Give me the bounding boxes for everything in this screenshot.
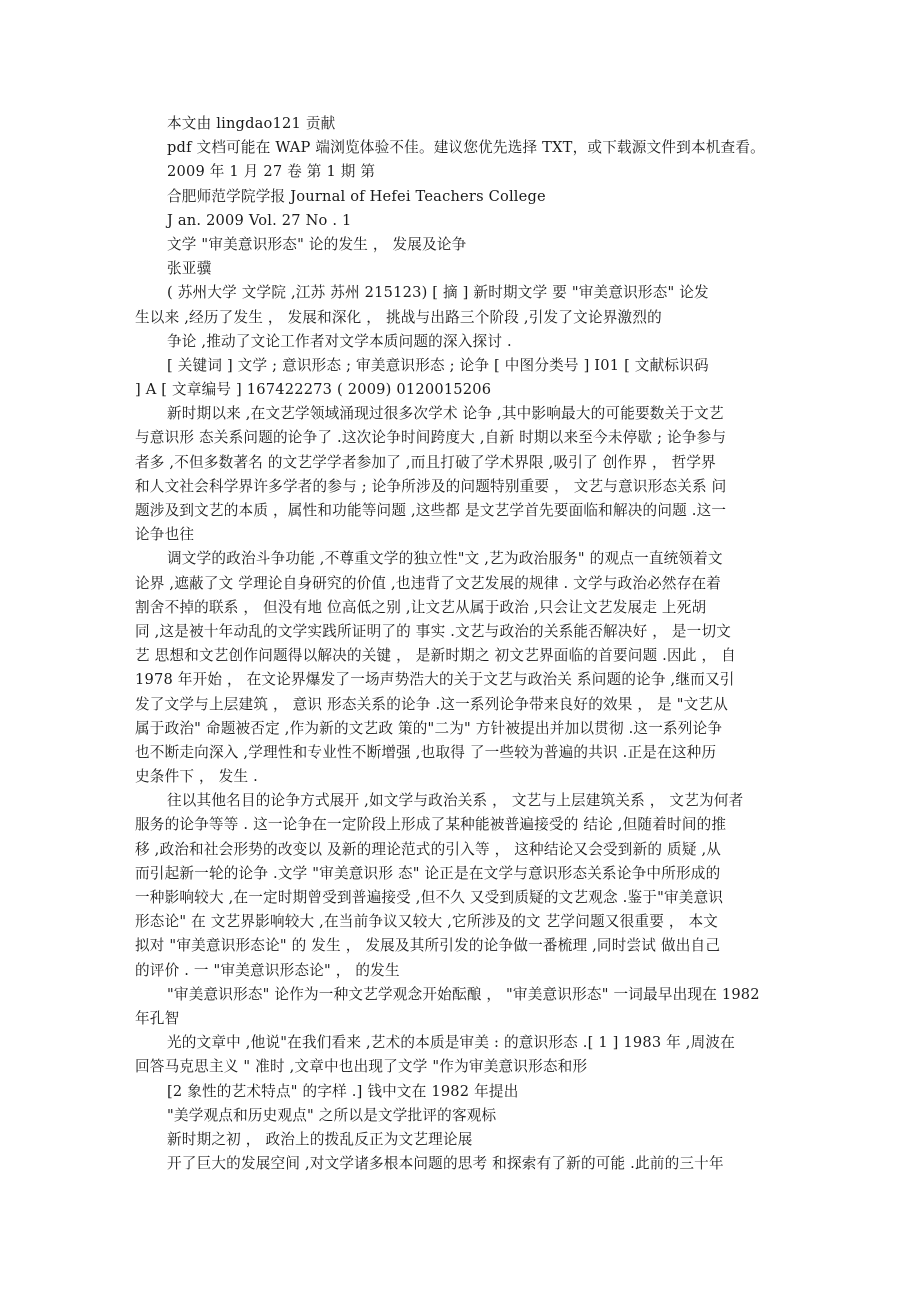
text-line: 也不断走向深入 ,学理性和专业性不断增强 ,也取得 了一些较为普遍的共识 .正是在这种历 bbox=[135, 743, 717, 761]
text-line: 一种影响较大 ,在一定时期曾受到普遍接受 ,但不久 又受到质疑的文艺观念 .鉴于"审美意识 bbox=[135, 889, 724, 906]
text-line: [ 关键词 ] 文学 ; 意识形态 ; 审美意识形态 ; 论争 [ 中图分类号 ] I01 [ 文献标识码 bbox=[167, 356, 709, 374]
text-line: 论争也往 bbox=[135, 526, 195, 544]
document-body bbox=[135, 112, 795, 1176]
text-line: 题涉及到文艺的本质 ，属性和功能等问题 ,这些都 是文艺学首先要面临和解决的问题 .这一 bbox=[135, 502, 727, 519]
text-line: 同 ,这是被十年动乱的文学实践所证明了的 事实 .文艺与政治的关系能否解决好 ， 是一切文 bbox=[135, 622, 732, 640]
text-line: 文学 "审美意识形态" 论的发生 ， 发展及论争 bbox=[167, 235, 467, 253]
text-line: 拟对 "审美意识形态论" 的 发生 ， 发展及其所引发的论争做一番梳理 ,同时尝试 做出自己 bbox=[135, 937, 721, 955]
text-line: 新时期之初 ， 政治上的拨乱反正为文艺理论展 bbox=[167, 1130, 473, 1148]
text-line: 者多 ,不但多数著名 的文艺学学者参加了 ,而且打破了学术界限 ,吸引了 创作界 ， 哲学界 bbox=[135, 453, 716, 471]
text-line: 往以其他名目的论争方式展开 ,如文学与政治关系 ， 文艺与上层建筑关系 ， 文艺为何者 bbox=[167, 792, 744, 810]
text-line: 张亚骥 bbox=[167, 260, 212, 278]
text-line: 争论 ,推动了文论工作者对文学本质问题的深入探讨 . bbox=[167, 332, 512, 350]
text-line: 而引起新一轮的论争 .文学 "审美意识形 态" 论正是在文学与意识形态关系论争中所形成的 bbox=[135, 864, 721, 882]
text-line: 与意识形 态关系问题的论争了 .这次论争时间跨度大 ,自新 时期以来至今未停歇 ; 论争参与 bbox=[135, 429, 727, 447]
text-line: ] A [ 文章编号 ] 167422273 ( 2009) 0120015206 bbox=[135, 381, 492, 399]
text-line: "美学观点和历史观点" 之所以是文学批评的客观标 bbox=[167, 1106, 497, 1124]
text-line: 本文由 lingdao121 贡献 bbox=[167, 115, 336, 132]
text-line: 移 ,政治和社会形势的改变以 及新的理论范式的引入等 ， 这种结论又会受到新的 质疑 ,从 bbox=[135, 840, 722, 858]
text-line: 新时期以来 ,在文艺学领域涌现过很多次学术 论争 ,其中影响最大的可能要数关于文艺 bbox=[167, 405, 724, 423]
text-line: 合肥师范学院学报 Journal of Hefei Teachers College bbox=[167, 187, 546, 205]
text-line: 史条件下 ， 发生 . bbox=[135, 768, 258, 786]
text-line: 回答马克思主义 " 准时 ,文章中也出现了文学 "作为审美意识形态和形 bbox=[135, 1058, 588, 1076]
text-line: pdf 文档可能在 WAP 端浏览体验不佳。建议您优先选择 TXT，或下载源文件到本机查看。 bbox=[167, 139, 765, 157]
text-line: "审美意识形态" 论作为一种文艺学观念开始酝酿 ， "审美意识形态" 一词最早出现在 1982 bbox=[167, 985, 760, 1003]
text-line: 2009 年 1 月 27 卷 第 1 期 第 bbox=[167, 163, 376, 181]
text-line: 论界 ,遮蔽了文 学理论自身研究的价值 ,也违背了文艺发展的规律 . 文学与政治必然存在着 bbox=[135, 574, 722, 592]
text-line: J an. 2009 Vol. 27 No . 1 bbox=[167, 211, 352, 229]
text-line: 的评价 . 一 "审美意识形态论" ， 的发生 bbox=[135, 961, 400, 979]
text-line: 1978 年开始 ， 在文论界爆发了一场声势浩大的关于文艺与政治关 系问题的论争 ,继而又引 bbox=[135, 671, 735, 689]
text-line: 和人文社会科学界许多学者的参与 ; 论争所涉及的问题特别重要 ， 文艺与意识形态关系 问 bbox=[135, 477, 727, 495]
text-line: 艺 思想和文艺创作问题得以解决的关键 ， 是新时期之 初文艺界面临的首要问题 .因此 ， 自 bbox=[135, 647, 736, 665]
text-line: 调文学的政治斗争功能 ,不尊重文学的独立性"文 ,艺为政治服务" 的观点一直统领着文 bbox=[167, 550, 723, 568]
text-line: 年孔智 bbox=[135, 1009, 180, 1027]
text-line: ( 苏州大学 文学院 ,江苏 苏州 215123) [ 摘 ] 新时期文学 要 "审美意识形态" 论发 bbox=[167, 284, 709, 302]
text-line: 生以来 ,经历了发生 ， 发展和深化 ， 挑战与出路三个阶段 ,引发了文论界激烈的 bbox=[135, 308, 662, 326]
text-line: 属于政治" 命题被否定 ,作为新的文艺政 策的"二为" 方针被提出并加以贯彻 .这一系列论争 bbox=[135, 719, 723, 737]
text-line: 光的文章中 ,他说"在我们看来 ,艺术的本质是审美 : 的意识形态 .[ 1 ] 1983 年 ,周波在 bbox=[167, 1034, 736, 1052]
text-line: 服务的论争等等 . 这一论争在一定阶段上形成了某种能被普遍接受的 结论 ,但随着时间的推 bbox=[135, 816, 727, 834]
text-line: 发了文学与上层建筑 ， 意识 形态关系的论争 .这一系列论争带来良好的效果 ， 是 "文艺从 bbox=[135, 695, 728, 713]
text-line: 形态论" 在 文艺界影响较大 ,在当前争议又较大 ,它所涉及的文 艺学问题又很重要 ， 本文 bbox=[135, 913, 719, 931]
text-line: [2 象性的艺术特点" 的字样 .] 钱中文在 1982 年提出 bbox=[167, 1082, 519, 1100]
text-line: 开了巨大的发展空间 ,对文学诸多根本问题的思考 和探索有了新的可能 .此前的三十年 bbox=[167, 1155, 724, 1173]
text-line: 割舍不掉的联系 ， 但没有地 位高低之别 ,让文艺从属于政治 ,只会让文艺发展走 上死胡 bbox=[135, 598, 707, 616]
